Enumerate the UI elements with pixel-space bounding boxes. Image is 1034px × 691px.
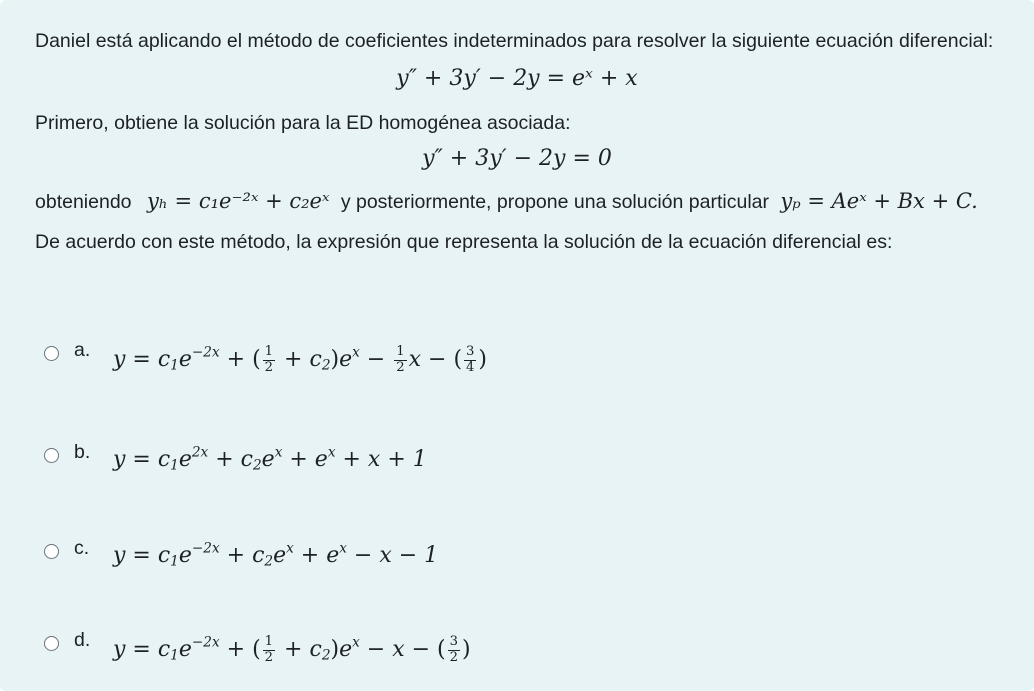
radio-c[interactable] xyxy=(44,544,59,559)
yh-expression: yₕ = c₁e⁻²ˣ + c₂eˣ xyxy=(146,189,330,213)
question-prompt: De acuerdo con este método, la expresión que representa la solución de la ecuación diferencial es: xyxy=(35,231,893,253)
option-letter: a. xyxy=(74,339,91,361)
differential-equation xyxy=(0,66,1034,91)
option-a[interactable] xyxy=(40,339,940,379)
option-expression: $y = c_1e^{-2x}$ + ( $\frac{1}{2}$ + $c_2)e^x$ − $\frac{1}{2}$ x − ( $\frac{3}{4}$ ) xyxy=(113,344,488,375)
option-expression: $y = c_1e^{2x} + c_2e^x + e^x + x + 1$ xyxy=(113,444,427,474)
option-expression: $y = c_1e^{-2x} + c_2e^x + e^x - x - 1$ xyxy=(113,540,439,570)
option-c[interactable] xyxy=(40,537,940,577)
radio-d[interactable] xyxy=(44,636,59,651)
question-intro: Daniel está aplicando el método de coeficientes indeterminados para resolver la siguiente ecuación diferencial: xyxy=(35,30,994,52)
homogeneous-equation xyxy=(0,146,1034,171)
radio-b[interactable] xyxy=(44,448,59,463)
option-letter: c. xyxy=(74,537,90,559)
particular-text: y posteriormente, propone una solución particular xyxy=(340,191,769,213)
option-expression: $y = c_1e^{-2x}$ + ( $\frac{1}{2}$ + $c_2)e^x - x$ − ( $\frac{3}{2}$ ) xyxy=(113,634,471,665)
homogeneous-equation-text: y″ + 3y′ − 2y = 0 xyxy=(422,146,612,171)
radio-a[interactable] xyxy=(44,346,59,361)
yp-expression: yₚ = Aeˣ + Bx + C. xyxy=(780,189,978,213)
option-d[interactable] xyxy=(40,629,940,669)
option-b[interactable] xyxy=(40,441,940,481)
option-letter: b. xyxy=(74,441,91,463)
obtaining-label: obteniendo xyxy=(35,191,132,213)
solution-line xyxy=(35,189,978,214)
homogeneous-intro: Primero, obtiene la solución para la ED homogénea asociada: xyxy=(35,112,571,134)
equation-text: y″ + 3y′ − 2y = eˣ + x xyxy=(396,66,638,91)
option-letter: d. xyxy=(74,629,91,651)
